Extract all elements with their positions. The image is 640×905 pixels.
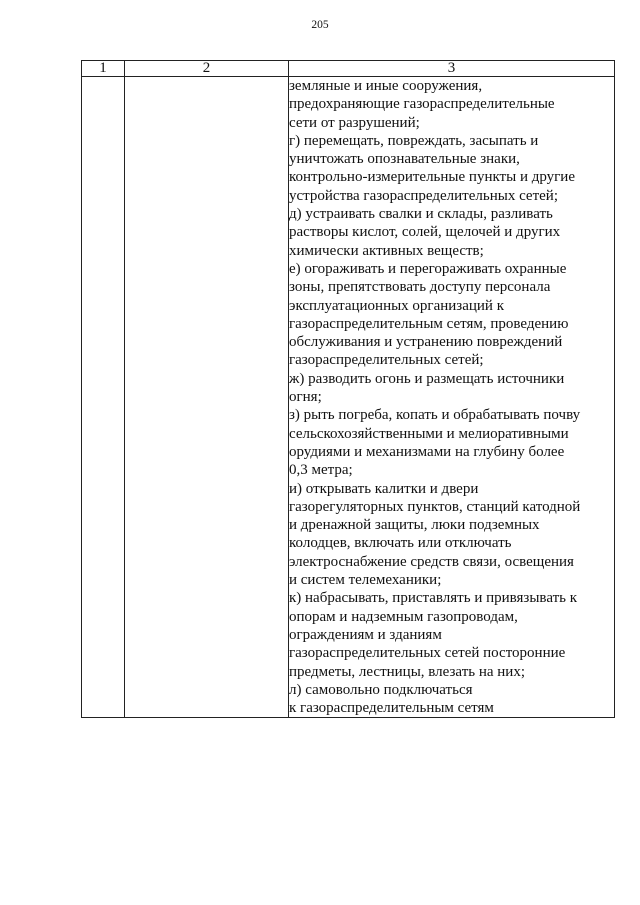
text-line: растворы кислот, солей, щелочей и других (289, 224, 561, 241)
text-line: л) самовольно подключаться (289, 681, 473, 698)
text-line: д) устраивать свалки и склады, разливать (289, 206, 553, 223)
text-line: устройства газораспределительных сетей; (289, 187, 558, 204)
text-line: орудиями и механизмами на глубину более (289, 443, 565, 460)
text-line: газорегуляторных пунктов, станций катодной (289, 498, 581, 515)
column-header-3: 3 (289, 61, 615, 77)
text-line: химически активных веществ; (289, 242, 484, 259)
table-cell-column-3 (289, 77, 615, 718)
text-line: газораспределительных сетей посторонние (289, 645, 566, 662)
text-line: предохраняющие газораспределительные (289, 96, 555, 113)
table-cell-column-1 (82, 77, 125, 718)
text-line: к газораспределительным сетям (289, 700, 494, 717)
text-line: ограждениям и зданиям (289, 626, 442, 643)
text-line: з) рыть погреба, копать и обрабатывать почву (289, 407, 581, 424)
column-header-2: 2 (125, 61, 289, 77)
text-line: электроснабжение средств связи, освещения (289, 553, 574, 570)
text-line: предметы, лестницы, влезать на них; (289, 663, 526, 680)
text-line: е) огораживать и перегораживать охранные (289, 260, 567, 277)
text-line: к) набрасывать, приставлять и привязывать к (289, 590, 578, 607)
text-line: опорам и надземным газопроводам, (289, 608, 518, 625)
text-line: сельскохозяйственными и мелиоративными (289, 425, 569, 442)
text-line: газораспределительных сетей; (289, 352, 484, 369)
text-line: и) открывать калитки и двери (289, 480, 479, 497)
text-line: уничтожать опознавательные знаки, (289, 151, 520, 168)
table-row (82, 77, 615, 718)
text-line: земляные и иные сооружения, (289, 78, 483, 94)
text-line: 0,3 метра; (289, 462, 353, 479)
text-line: эксплуатационных организаций к (289, 297, 504, 314)
text-line: сети от разрушений; (289, 114, 420, 131)
text-line: ж) разводить огонь и размещать источники (289, 370, 565, 387)
text-line: и систем телемеханики; (289, 572, 442, 589)
text-line: обслуживания и устранению повреждений (289, 334, 563, 351)
text-line: зоны, препятствовать доступу персонала (289, 279, 551, 296)
text-line: и дренажной защиты, люки подземных (289, 517, 540, 534)
page-number: 205 (311, 19, 329, 31)
text-line: колодцев, включать или отключать (289, 535, 512, 552)
text-line: огня; (289, 389, 322, 406)
text-line: г) перемещать, повреждать, засыпать и (289, 132, 539, 149)
text-line: контрольно-измерительные пункты и другие (289, 169, 575, 186)
table-cell-column-2 (125, 77, 289, 718)
table-header-row (82, 61, 615, 77)
text-line: газораспределительным сетям, проведению (289, 315, 569, 332)
regulation-table (81, 60, 615, 718)
column-header-1: 1 (82, 61, 125, 77)
